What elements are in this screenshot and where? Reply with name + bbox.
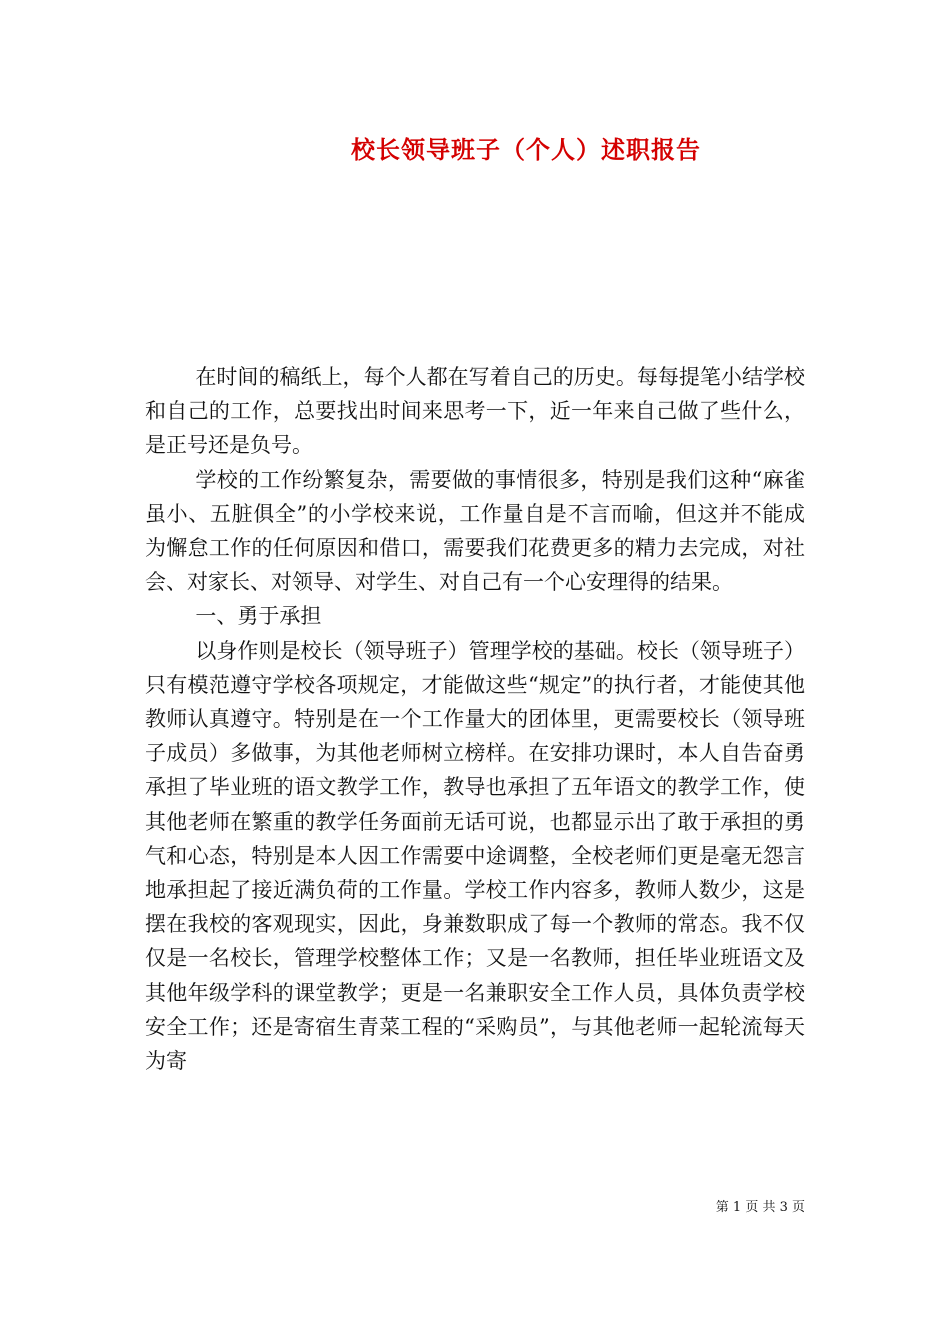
paragraph-intro: 在时间的稿纸上，每个人都在写着自己的历史。每每提笔小结学校和自己的工作，总要找出时间来思考一下，近一年来自己做了些什么，是正号还是负号。: [145, 365, 805, 458]
section-heading: 一、勇于承担: [195, 604, 322, 629]
page-number: 第 1 页 共 3 页: [715, 1200, 805, 1215]
document-body: [145, 360, 805, 1078]
paragraph-section-one: 以身作则是校长（领导班子）管理学校的基础。校长（领导班子）只有模范遵守学校各项规定，才能做这些“规定”的执行者，才能使其他教师认真遵守。特别是在一个工作量大的团体里，更需要校长（领导班子成员）多做事，为其他老师树立榜样。在安排功课时，本人自告奋勇承担了毕业班的语文教学工作，教导也承担了五年语文的教学工作，使其他老师在繁重的教学任务面前无话可说，也都显示出了敢于承担的勇气和心态，特别是本人因工作需要中途调整，全校老师们更是毫无怨言地承担起了接近满负荷的工作量。学校工作内容多，教师人数少，这是摆在我校的客观现实，因此，身兼数职成了每一个教师的常态。我不仅仅是一名校长，管理学校整体工作；又是一名教师，担任毕业班语文及其他年级学科的课堂教学；更是一名兼职安全工作人员，具体负责学校安全工作；还是寄宿生青菜工程的“采购员”，与其他老师一起轮流每天为寄: [145, 638, 805, 1074]
document-title: 校长领导班子（个人）述职报告: [351, 135, 701, 164]
paragraph-context: 学校的工作纷繁复杂，需要做的事情很多，特别是我们这种“麻雀虽小、五脏俱全”的小学校来说，工作量自是不言而喻，但这并不能成为懈怠工作的任何原因和借口，需要我们花费更多的精力去完成，对社会、对家长、对领导、对学生、对自己有一个心安理得的结果。: [145, 467, 805, 595]
